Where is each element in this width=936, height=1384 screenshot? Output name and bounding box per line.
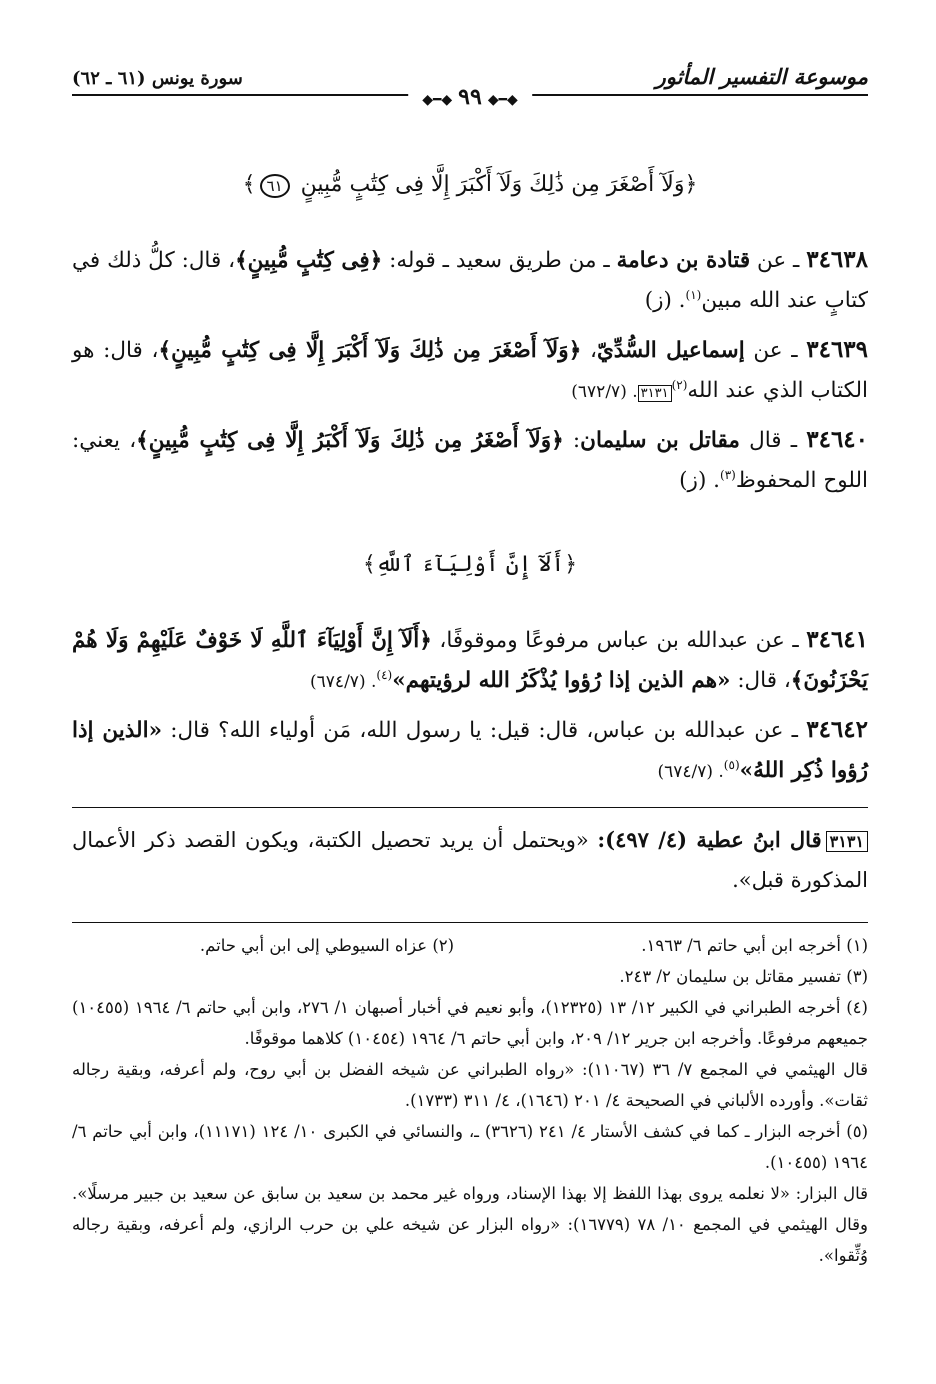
page-number: ◆━◆٩٩◆━◆ xyxy=(408,84,532,110)
page-header xyxy=(72,58,868,108)
entry-34642: ٣٤٦٤٢ ـ عن عبدالله بن عباس، قال: قيل: يا رسول الله، مَن أولياء الله؟ قال: «الذين إذا رُؤوا ذُكِر اللهُ»$^{(٥)}$. (٦٧٤/٧) xyxy=(72,716,868,783)
footnote-1: (١) أخرجه ابن أبي حاتم ٦/ ١٩٦٣. xyxy=(641,936,868,955)
footnote-divider xyxy=(72,922,868,923)
footnote-3: (٣) تفسير مقاتل بن سليمان ٢/ ٢٤٣. xyxy=(619,967,868,986)
ayah-number: ٦١ xyxy=(260,174,290,198)
annotation-number-box: ٣١٣١ xyxy=(826,831,868,852)
book-title: موسوعة التفسير المأثور xyxy=(655,64,868,89)
ayah-heading-1: ﴿وَلَآ أَصْغَرَ مِن ذَٰلِكَ وَلَآ أَكْبَرَ إِلَّا فِى كِتَٰبٍ مُّبِينٍ ٦١﴾ xyxy=(242,172,698,197)
footnote-2: (٢) عزاه السيوطي إلى ابن أبي حاتم. xyxy=(199,936,455,955)
ornament-icon: ◆━◆ xyxy=(422,92,453,108)
annotation-ref-box: ٣١٣١ xyxy=(638,385,672,402)
entry-34641: ٣٤٦٤١ ـ عن عبدالله بن عباس مرفوعًا وموقوفًا، ﴿أَلَآ إِنَّ أَوْلِيَآءَ ٱللَّهِ لَا خَوْفٌ عَلَيْهِمْ وَلَا هُمْ يَحْزَنُونَ﴾، قال: «هم الذين إذا رُؤوا يُذْكَرُ الله لرؤيتهم»$^{(٤)}$. (٦٧٤/٧) xyxy=(72,626,869,693)
ayah-heading-2: ﴿أَلَآ إِنَّ أَوْلِيَآءَ ٱللَّهِ﴾ xyxy=(362,552,578,577)
ornament-icon: ◆━◆ xyxy=(487,92,518,108)
footnote-5: (٥) أخرجه البزار ـ كما في كشف الأستار ٤/ ٢٤١ (٣٦٢٦) ـ، والنسائي في الكبرى ١٠/ ١٢٤ (١١١٧١)، وابن أبي حاتم ٦/ ١٩٦٤ (١٠٤٥٥). xyxy=(72,1122,869,1172)
entry-34640: ٣٤٦٤٠ ـ قال مقاتل بن سليمان: ﴿وَلَآ أَصْغَرُ مِن ذَٰلِكَ وَلَآ أَكْبَرُ إِلَّا فِى كِتَٰبٍ مُّبِينٍ﴾، يعني: اللوح المحفوظ$^{(٣)}$. (ز) xyxy=(72,426,869,493)
entry-34639: ٣٤٦٣٩ ـ عن إسماعيل السُّدِّيّ، ﴿وَلَآ أَصْغَرَ مِن ذَٰلِكَ وَلَآ أَكْبَرَ إِلَّا فِى كِتَٰبٍ مُّبِينٍ﴾، قال: هو الكتاب الذي عند الله$^{(٢)}$٣١٣١. (٦٧٢/٧) xyxy=(72,336,869,403)
footnote-5-comment: قال البزار: «لا نعلمه يروى بهذا اللفظ إلا بهذا الإسناد، ورواه غير محمد بن سعيد بن سابق عن سعيد بن جبير مرسلًا». وقال الهيثمي في المجمع ١٠/ ٧٨ (١٦٧٧٩): «رواه البزار عن شيخه علي بن حرب الرازي، ولم أعرفه، وبقية رجاله وُثِّقوا». xyxy=(72,1184,868,1265)
annotation-divider xyxy=(72,807,868,808)
surah-range: سورة يونس (٦١ ـ ٦٢) xyxy=(72,68,243,89)
entry-34638: ٣٤٦٣٨ ـ عن قتادة بن دعامة ـ من طريق سعيد ـ قوله: ﴿فِى كِتَٰبٍ مُّبِينٍ﴾، قال: كلُّ ذلك في كتابٍ عند الله مبين$^{(١)}$. (ز) xyxy=(72,246,868,313)
footnote-4-comment: قال الهيثمي في المجمع ٧/ ٣٦ (١١٠٦٧): «رواه الطبراني عن شيخه الفضل بن أبي روح، ولم أعرفه، وبقية رجاله ثقات». وأورده الألباني في الصحيحة ٤/ ٢٠١ (١٦٤٦)، ٤/ ٣١١ (١٧٣٣). xyxy=(72,1060,868,1110)
footnotes xyxy=(72,930,868,1271)
footnote-row xyxy=(72,930,868,961)
footnote-4: (٤) أخرجه الطبراني في الكبير ١٢/ ١٣ (١٢٣٢٥)، وأبو نعيم في أخبار أصبهان ١/ ٢٧٦، وابن أبي حاتم ٦/ ١٩٦٤ (١٠٤٥٥) جميعهم مرفوعًا. وأخرجه ابن جرير ١٢/ ٢٠٩، وابن أبي حاتم ٦/ ١٩٦٤ (١٠٤٥٤) كلاهما موقوفًا. xyxy=(72,998,868,1048)
annotation-note: ٣١٣١قال ابنُ عطية (٤/ ٤٩٧): «ويحتمل أن يريد تحصيل الكتبة، ويكون القصد ذكر الأعمال المذكورة قبل». xyxy=(72,827,868,892)
